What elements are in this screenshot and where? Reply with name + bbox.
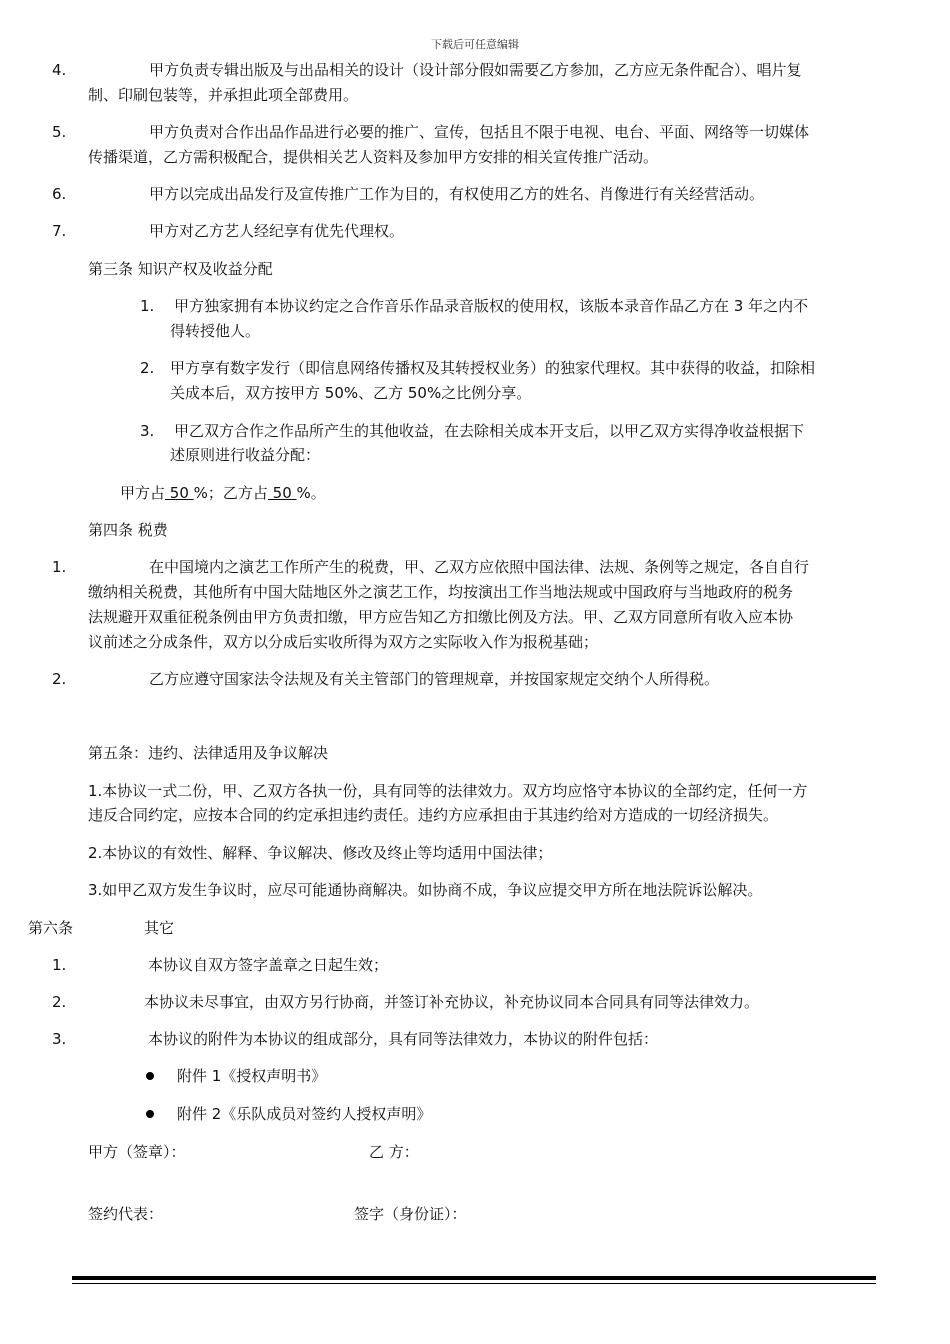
split-a-value: 50 [165,484,194,502]
item-text: 关成本后，双方按甲方 50%、乙方 50%之比例分享。 [170,384,532,402]
item-number: 1. [52,956,67,974]
item-text: 甲乙双方合作之作品所产生的其他收益，在去除相关成本开支后，以甲乙双方实得净收益根据下 [174,422,805,440]
item-text: 甲方独家拥有本协议约定之合作音乐作品录音版权的使用权，该版本录音作品乙方在 3 年之内不 [174,297,809,315]
item-text: 传播渠道，乙方需积极配合，提供相关艺人资料及参加甲方安排的相关宣传推广活动。 [88,148,659,166]
item-number: 3. [140,422,155,440]
item-text: 制、印刷包装等，并承担此项全部费用。 [88,86,359,104]
item-number: 1. [52,558,67,576]
split-a-label: 甲方占 [120,484,166,502]
item-number: 2. [140,359,155,377]
item-text: 在中国境内之演艺工作所产生的税费，甲、乙双方应依照中国法律、法规、条例等之规定，各自自行 [149,558,810,576]
bullet-icon [146,1072,154,1080]
item-number: 7. [52,222,67,240]
item-number: 6. [52,185,67,203]
item-text: 议前述之分成条件，双方以分成后实收所得为双方之实际收入作为报税基础； [88,633,599,651]
item-text: 甲方负责对合作出品作品进行必要的推广、宣传，包括且不限于电视、电台、平面、网络等一切媒体 [149,123,810,141]
paragraph: 3.如甲乙双方发生争议时，应尽可能通协商解决。如协商不成，争议应提交甲方所在地法院诉讼解决。 [88,881,763,899]
party-a-signature-label: 甲方（签章）： [88,1143,186,1161]
section-heading: 第三条 知识产权及收益分配 [88,260,273,278]
item-text: 乙方应遵守国家法令法规及有关主管部门的管理规章，并按国家规定交纳个人所得税。 [149,670,720,688]
item-text: 本协议未尽事宜，由双方另行协商，并签订补充协议，补充协议同本合同具有同等法律效力。 [144,993,760,1011]
page-header-note: 下载后可任意编辑 [431,38,519,51]
paragraph: 1.本协议一式二份，甲、乙双方各执一份，具有同等的法律效力。双方均应恪守本协议的全部约定，任何一方 [88,782,808,800]
section-heading: 第五条：违约、法律适用及争议解决 [88,744,329,762]
split-b-label: %；乙方占 [193,484,268,502]
item-text: 得转授他人。 [170,322,261,340]
split-end: %。 [296,484,326,502]
item-text: 述原则进行收益分配： [170,446,321,464]
attachment-item: 附件 2《乐队成员对签约人授权声明》 [177,1105,432,1123]
section-heading-title: 其它 [144,919,175,937]
paragraph: 2.本协议的有效性、解释、争议解决、修改及终止等均适用中国法律； [88,844,553,862]
bullet-icon [146,1110,154,1118]
item-text: 甲方享有数字发行（即信息网络传播权及其转授权业务）的独家代理权。其中获得的收益，扣除相 [170,359,816,377]
item-text: 法规避开双重征税条例由甲方负责扣缴，甲方应告知乙方扣缴比例及方法。甲、乙双方同意所有收入应本协 [88,608,794,626]
item-text: 缴纳相关税费，其他所有中国大陆地区外之演艺工作，均按演出工作当地法规或中国政府与当地政府的税务 [88,583,794,601]
split-b-value: 50 [267,484,297,502]
revenue-split [120,483,326,503]
item-text: 甲方以完成出品发行及宣传推广工作为目的，有权使用乙方的姓名、肖像进行有关经营活动。 [149,185,765,203]
item-number: 2. [52,993,67,1011]
item-number: 2. [52,670,67,688]
signature-id-label: 签字（身份证）： [354,1205,467,1223]
footer-rule-thick [72,1276,876,1280]
footer-rule-thin [72,1283,876,1284]
representative-label: 签约代表： [88,1205,164,1223]
item-number: 5. [52,123,67,141]
party-b-label: 乙 方： [369,1143,419,1161]
paragraph: 违反合同约定，应按本合同的约定承担违约责任。违约方应承担由于其违约给对方造成的一切经济损失。 [88,806,779,824]
item-text: 本协议自双方签字盖章之日起生效； [148,956,389,974]
section-heading: 第六条 [28,919,74,937]
item-number: 1. [140,297,155,315]
section-heading: 第四条 税费 [88,521,168,539]
item-number: 3. [52,1030,67,1048]
item-number: 4. [52,61,67,79]
item-text: 本协议的附件为本协议的组成部分，具有同等法律效力，本协议的附件包括： [148,1030,659,1048]
item-text: 甲方对乙方艺人经纪享有优先代理权。 [149,222,405,240]
item-text: 甲方负责专辑出版及与出品相关的设计（设计部分假如需要乙方参加，乙方应无条件配合）、唱片复 [149,61,802,79]
attachment-item: 附件 1《授权声明书》 [177,1067,327,1085]
